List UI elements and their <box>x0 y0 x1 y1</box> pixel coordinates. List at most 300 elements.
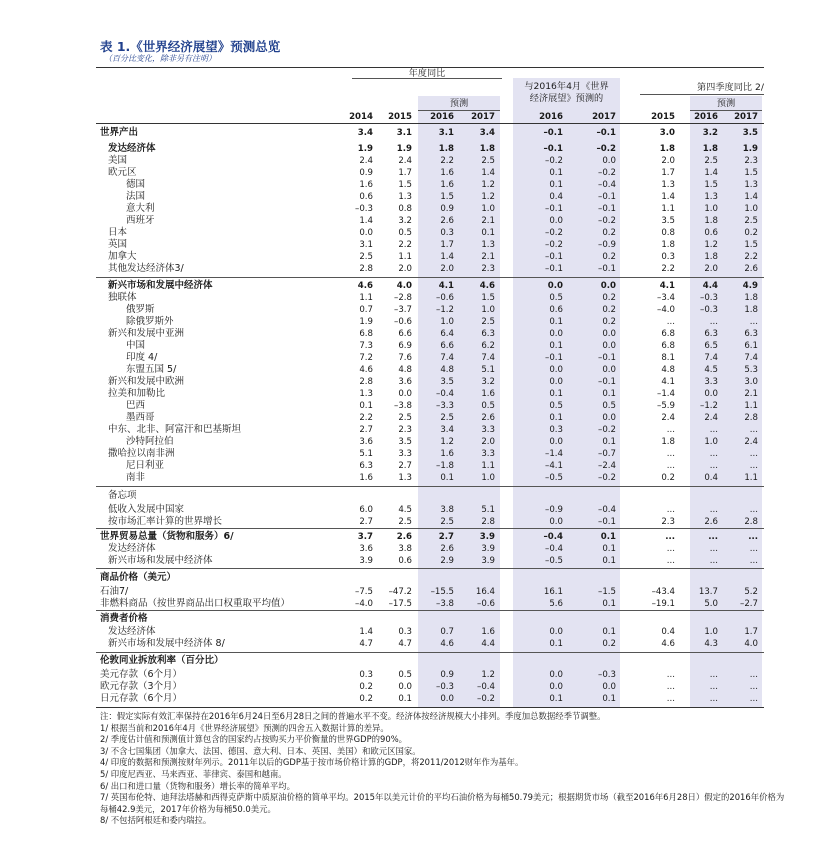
table-row <box>0 316 813 328</box>
row-value: –0.6 <box>436 293 454 303</box>
row-value: 3.3 <box>704 377 718 387</box>
table-row <box>0 613 813 625</box>
row-value: –0.4 <box>436 389 454 399</box>
row-value: 3.5 <box>661 216 675 226</box>
row-value: 1.1 <box>661 204 675 214</box>
group-header-diff-line2: 经济展望》预测的 <box>529 93 604 104</box>
row-value: ... <box>709 682 718 692</box>
row-value: 6.4 <box>440 329 454 339</box>
row-value: 0.2 <box>602 639 616 649</box>
row-value: 0.9 <box>440 204 454 214</box>
row-value: 2.2 <box>359 413 373 423</box>
row-value: 1.0 <box>440 317 454 327</box>
row-value: 5.6 <box>549 599 563 609</box>
row-value: 3.8 <box>398 544 412 554</box>
row-value: –0.9 <box>598 240 616 250</box>
row-value: ... <box>709 449 718 459</box>
row-value: ... <box>709 461 718 471</box>
row-label: 新兴市场和发展中经济体 <box>108 280 213 291</box>
row-label: 印度 4/ <box>126 352 158 363</box>
row-value: 6.8 <box>661 341 675 351</box>
row-value: 1.6 <box>481 389 495 399</box>
row-value: 0.3 <box>398 627 412 637</box>
row-value: 0.3 <box>549 425 563 435</box>
col-header-q4-2015: 2015 <box>651 112 675 122</box>
row-value: ... <box>709 556 718 566</box>
row-label: 西班牙 <box>126 215 155 226</box>
row-value: 1.9 <box>396 144 412 154</box>
footnote: 5/ 印度尼西亚、马来西亚、菲律宾、泰国和越南。 <box>100 768 287 779</box>
row-label: 消费者价格 <box>100 613 148 624</box>
row-value: 0.0 <box>549 517 563 527</box>
row-label: 加拿大 <box>108 251 137 262</box>
row-value: 1.0 <box>481 204 495 214</box>
row-value: 2.5 <box>359 252 373 262</box>
row-value: 2.3 <box>744 156 758 166</box>
row-value: 0.1 <box>398 694 412 704</box>
proj3-rule <box>690 110 762 111</box>
row-value: ... <box>708 532 718 542</box>
row-value: 3.9 <box>481 544 495 554</box>
row-value: 3.3 <box>398 449 412 459</box>
row-value: 2.5 <box>481 156 495 166</box>
row-value: ... <box>749 505 758 515</box>
row-value: 2.6 <box>440 544 454 554</box>
row-value: 1.8 <box>661 240 675 250</box>
row-value: 4.6 <box>359 365 373 375</box>
row-value: 2.5 <box>398 413 412 423</box>
row-value: 0.0 <box>602 413 616 423</box>
row-value: 2.4 <box>744 437 758 447</box>
row-value: 0.5 <box>481 401 495 411</box>
row-value: 2.6 <box>744 264 758 274</box>
row-value: 4.4 <box>481 639 495 649</box>
row-value: –19.1 <box>651 599 675 609</box>
table-row <box>0 304 813 316</box>
row-value: 1.1 <box>744 473 758 483</box>
row-value: 1.1 <box>359 293 373 303</box>
row-value: 1.7 <box>398 168 412 178</box>
row-value: 1.2 <box>481 192 495 202</box>
row-value: 1.2 <box>440 437 454 447</box>
row-value: 1.0 <box>744 204 758 214</box>
table-row <box>0 400 813 412</box>
section-divider <box>96 528 764 529</box>
row-value: 1.8 <box>659 144 675 154</box>
row-value: 6.3 <box>704 329 718 339</box>
table-row <box>0 638 813 650</box>
row-value: 0.2 <box>359 694 373 704</box>
table-bottom-rule <box>96 707 764 708</box>
row-value: –0.3 <box>598 670 616 680</box>
row-value: 1.6 <box>440 168 454 178</box>
row-label: 世界贸易总量（货物和服务）6/ <box>100 531 234 542</box>
row-value: 2.4 <box>398 156 412 166</box>
row-value: –0.1 <box>598 377 616 387</box>
row-value: 2.8 <box>359 377 373 387</box>
row-label: 法国 <box>126 191 146 202</box>
row-value: 1.4 <box>359 216 373 226</box>
row-value: 1.7 <box>744 627 758 637</box>
row-value: –0.7 <box>598 449 616 459</box>
row-value: –0.4 <box>598 180 616 190</box>
table-row <box>0 251 813 263</box>
footnote: 注：假定实际有效汇率保持在2016年6月24日至6月28日之间的普遍水平不变。经济体按经济规模大小排列。季度加总数据经季节调整。 <box>100 711 606 721</box>
table-row <box>0 179 813 191</box>
row-value: 0.5 <box>549 401 563 411</box>
row-value: 0.4 <box>661 627 675 637</box>
row-value: 0.1 <box>549 168 563 178</box>
row-value: –0.2 <box>598 425 616 435</box>
col-header-q4-2017: 2017 <box>734 112 758 122</box>
row-value: 3.3 <box>481 449 495 459</box>
row-value: 4.1 <box>661 377 675 387</box>
row-label: 世界产出 <box>100 127 139 138</box>
row-value: 0.4 <box>549 192 563 202</box>
table-row <box>0 543 813 555</box>
row-label: 南非 <box>126 472 146 483</box>
row-value: –0.4 <box>545 544 563 554</box>
row-value: –3.8 <box>436 599 454 609</box>
row-label: 新兴市场和发展中经济体 8/ <box>108 638 225 649</box>
row-value: 4.8 <box>440 365 454 375</box>
row-label: 发达经济体 <box>108 626 156 637</box>
row-value: 2.2 <box>440 156 454 166</box>
table-row <box>0 555 813 567</box>
row-label: 尼日利亚 <box>126 460 165 471</box>
row-value: 4.0 <box>396 281 412 291</box>
row-value: 1.3 <box>661 180 675 190</box>
row-value: ... <box>749 556 758 566</box>
row-value: 1.8 <box>744 293 758 303</box>
row-value: 6.1 <box>744 341 758 351</box>
col-header-2017: 2017 <box>471 112 495 122</box>
row-value: 1.2 <box>704 240 718 250</box>
row-value: 6.8 <box>359 329 373 339</box>
row-value: 0.5 <box>398 670 412 680</box>
row-value: 1.7 <box>661 168 675 178</box>
row-value: 2.8 <box>744 413 758 423</box>
row-value: 1.5 <box>704 180 718 190</box>
footnote: 1/ 根据当前和2016年4月《世界经济展望》预测的四舍五入数据计算的差异。 <box>100 722 389 733</box>
row-value: ... <box>709 694 718 704</box>
row-value: –15.5 <box>430 587 454 597</box>
row-value: 7.2 <box>359 353 373 363</box>
row-value: 6.3 <box>744 329 758 339</box>
table-row <box>0 693 813 705</box>
table-row <box>0 516 813 528</box>
row-value: –0.1 <box>598 192 616 202</box>
row-value: –0.2 <box>598 473 616 483</box>
row-value: ... <box>666 317 675 327</box>
row-value: 1.6 <box>359 473 373 483</box>
footnote: 3/ 不含七国集团（加拿大、法国、德国、意大利、日本、英国、美国）和欧元区国家。 <box>100 745 421 756</box>
group3-rule <box>640 94 764 95</box>
row-value: 3.9 <box>481 556 495 566</box>
row-value: 1.0 <box>704 437 718 447</box>
table-row <box>0 572 813 584</box>
row-value: 0.1 <box>549 341 563 351</box>
row-value: –0.2 <box>596 144 616 154</box>
row-value: 0.6 <box>549 305 563 315</box>
row-value: 4.0 <box>744 639 758 649</box>
row-value: 3.1 <box>359 240 373 250</box>
row-value: ... <box>749 682 758 692</box>
table-row <box>0 143 813 155</box>
row-value: 0.1 <box>602 694 616 704</box>
row-value: 0.5 <box>549 293 563 303</box>
row-value: 2.0 <box>704 264 718 274</box>
footnote: 4/ 印度的数据和预测按财年列示。2011年以后的GDP基于按市场价格计算的GDP，将2011/2012财年作为基年。 <box>100 757 524 768</box>
row-value: ... <box>709 544 718 554</box>
table-row <box>0 436 813 448</box>
row-value: 1.8 <box>744 305 758 315</box>
row-value: 0.3 <box>359 670 373 680</box>
group-header-q4: 第四季度同比 2/ <box>697 82 764 93</box>
row-value: ... <box>666 556 675 566</box>
row-value: ... <box>748 532 758 542</box>
row-value: 0.1 <box>602 389 616 399</box>
table-row <box>0 531 813 543</box>
row-label: 墨西哥 <box>126 412 155 423</box>
table-row <box>0 586 813 598</box>
row-value: 3.5 <box>440 377 454 387</box>
row-value: 1.1 <box>744 401 758 411</box>
row-value: –0.4 <box>543 532 563 542</box>
row-value: 1.8 <box>704 216 718 226</box>
row-value: 0.9 <box>359 168 373 178</box>
row-value: 2.8 <box>481 517 495 527</box>
row-value: 0.0 <box>602 682 616 692</box>
row-value: ... <box>749 317 758 327</box>
row-value: 4.5 <box>398 505 412 515</box>
row-value: –4.0 <box>355 599 373 609</box>
row-value: 0.2 <box>359 682 373 692</box>
row-value: 1.8 <box>479 144 495 154</box>
row-value: 1.5 <box>744 240 758 250</box>
row-value: 1.9 <box>359 317 373 327</box>
row-value: 4.8 <box>661 365 675 375</box>
row-value: 7.4 <box>744 353 758 363</box>
row-value: –0.3 <box>355 204 373 214</box>
row-value: 4.6 <box>440 639 454 649</box>
row-value: 1.3 <box>704 192 718 202</box>
table-row <box>0 424 813 436</box>
row-value: 1.3 <box>744 180 758 190</box>
row-value: 1.2 <box>481 180 495 190</box>
row-value: 0.1 <box>602 627 616 637</box>
row-value: 2.2 <box>661 264 675 274</box>
row-value: 3.6 <box>359 544 373 554</box>
row-value: 0.7 <box>359 305 373 315</box>
row-label: 新兴和发展中亚洲 <box>108 328 185 339</box>
row-value: –2.8 <box>394 293 412 303</box>
row-value: 3.2 <box>702 128 718 138</box>
row-value: 1.0 <box>481 305 495 315</box>
row-label: 低收入发展中国家 <box>108 504 185 515</box>
row-value: 2.0 <box>398 264 412 274</box>
row-value: 1.5 <box>481 293 495 303</box>
row-value: –4.1 <box>545 461 563 471</box>
row-value: 1.8 <box>661 437 675 447</box>
projection-label-q4: 预测 <box>716 98 736 109</box>
row-value: –0.2 <box>545 156 563 166</box>
row-value: 3.6 <box>359 437 373 447</box>
row-label: 俄罗斯 <box>126 304 155 315</box>
row-value: 0.0 <box>602 156 616 166</box>
row-value: 0.1 <box>549 389 563 399</box>
row-value: –0.6 <box>394 317 412 327</box>
row-label: 中东、北非、阿富汗和巴基斯坦 <box>108 424 242 435</box>
row-value: 3.5 <box>398 437 412 447</box>
row-value: 0.5 <box>398 228 412 238</box>
row-value: –1.4 <box>545 449 563 459</box>
row-value: 3.7 <box>357 532 373 542</box>
row-value: ... <box>749 449 758 459</box>
col-header-diff-2017: 2017 <box>592 112 616 122</box>
row-value: 4.7 <box>398 639 412 649</box>
row-value: –7.5 <box>355 587 373 597</box>
row-value: –0.2 <box>545 240 563 250</box>
row-value: 1.0 <box>704 204 718 214</box>
row-value: 3.9 <box>359 556 373 566</box>
row-value: 1.1 <box>398 252 412 262</box>
row-label: 商品价格（美元） <box>100 572 177 583</box>
row-value: 4.7 <box>359 639 373 649</box>
row-value: 0.6 <box>359 192 373 202</box>
row-value: 0.0 <box>359 228 373 238</box>
row-label: 日本 <box>108 227 128 238</box>
row-label: 发达经济体 <box>108 543 156 554</box>
row-label: 除俄罗斯外 <box>126 316 174 327</box>
row-value: 2.4 <box>359 156 373 166</box>
row-value: ... <box>666 449 675 459</box>
row-value: –5.9 <box>657 401 675 411</box>
row-value: 0.2 <box>602 228 616 238</box>
row-value: 0.1 <box>602 544 616 554</box>
table-row <box>0 215 813 227</box>
row-value: 0.2 <box>602 252 616 262</box>
row-value: 0.0 <box>398 389 412 399</box>
row-value: ... <box>666 425 675 435</box>
row-value: 2.1 <box>744 389 758 399</box>
row-value: 6.6 <box>440 341 454 351</box>
row-value: ... <box>749 670 758 680</box>
row-value: –1.4 <box>657 389 675 399</box>
row-value: –0.6 <box>477 599 495 609</box>
group-header-annual: 年度同比 <box>408 68 446 79</box>
row-value: ... <box>749 461 758 471</box>
row-value: 0.2 <box>602 317 616 327</box>
row-value: 2.5 <box>481 317 495 327</box>
row-value: 4.4 <box>702 281 718 291</box>
row-value: 6.0 <box>359 505 373 515</box>
row-value: 7.4 <box>481 353 495 363</box>
row-value: 3.4 <box>440 425 454 435</box>
row-value: 0.1 <box>549 317 563 327</box>
row-value: 0.0 <box>549 437 563 447</box>
row-value: –0.1 <box>545 264 563 274</box>
row-value: ... <box>666 461 675 471</box>
row-value: 0.0 <box>549 377 563 387</box>
table-row <box>0 352 813 364</box>
row-value: 1.4 <box>440 252 454 262</box>
row-value: 0.1 <box>602 437 616 447</box>
row-value: 2.3 <box>661 517 675 527</box>
row-value: 1.4 <box>744 192 758 202</box>
row-value: 6.9 <box>398 341 412 351</box>
row-value: 4.6 <box>479 281 495 291</box>
row-value: 5.1 <box>359 449 373 459</box>
row-value: 2.8 <box>744 517 758 527</box>
row-value: 5.2 <box>744 587 758 597</box>
row-value: 3.5 <box>742 128 758 138</box>
row-value: 2.5 <box>744 216 758 226</box>
row-value: –47.2 <box>388 587 412 597</box>
row-value: –1.5 <box>598 587 616 597</box>
row-label: 欧元区 <box>108 167 137 178</box>
row-value: 2.0 <box>440 264 454 274</box>
row-value: 2.6 <box>440 216 454 226</box>
table-row <box>0 280 813 292</box>
row-value: –3.4 <box>657 293 675 303</box>
row-value: 0.6 <box>704 228 718 238</box>
row-value: –1.2 <box>436 305 454 315</box>
row-value: 16.4 <box>475 587 495 597</box>
row-value: ... <box>749 544 758 554</box>
row-value: 3.6 <box>398 377 412 387</box>
row-value: 2.1 <box>481 216 495 226</box>
row-label: 东盟五国 5/ <box>126 364 177 375</box>
row-value: 2.8 <box>359 264 373 274</box>
row-value: 0.8 <box>398 204 412 214</box>
row-value: 0.3 <box>661 252 675 262</box>
row-value: –3.3 <box>436 401 454 411</box>
section-divider <box>96 652 764 653</box>
row-value: 6.8 <box>661 329 675 339</box>
row-value: –0.2 <box>598 168 616 178</box>
row-value: –0.2 <box>545 228 563 238</box>
row-label: 按市场汇率计算的世界增长 <box>108 516 223 527</box>
row-value: 7.3 <box>359 341 373 351</box>
section-divider <box>96 610 764 611</box>
row-value: 2.7 <box>398 461 412 471</box>
table-row <box>0 340 813 352</box>
row-label: 巴西 <box>126 400 146 411</box>
row-value: ... <box>749 694 758 704</box>
row-value: 6.3 <box>481 329 495 339</box>
row-value: 2.3 <box>481 264 495 274</box>
row-value: 1.3 <box>359 389 373 399</box>
row-value: 7.4 <box>704 353 718 363</box>
row-value: –3.7 <box>394 305 412 315</box>
row-label: 意大利 <box>126 203 155 214</box>
row-value: 0.0 <box>600 281 616 291</box>
row-label: 沙特阿拉伯 <box>126 436 174 447</box>
row-value: 1.2 <box>481 670 495 680</box>
row-value: 1.3 <box>481 240 495 250</box>
row-value: 0.0 <box>549 329 563 339</box>
row-value: 2.0 <box>661 156 675 166</box>
row-value: 5.0 <box>704 599 718 609</box>
row-value: –0.2 <box>598 216 616 226</box>
row-value: 6.6 <box>398 329 412 339</box>
row-value: 4.5 <box>704 365 718 375</box>
projection-label-annual: 预测 <box>449 98 469 109</box>
row-value: 0.9 <box>440 670 454 680</box>
table-notes <box>100 711 790 827</box>
row-value: –0.3 <box>700 305 718 315</box>
